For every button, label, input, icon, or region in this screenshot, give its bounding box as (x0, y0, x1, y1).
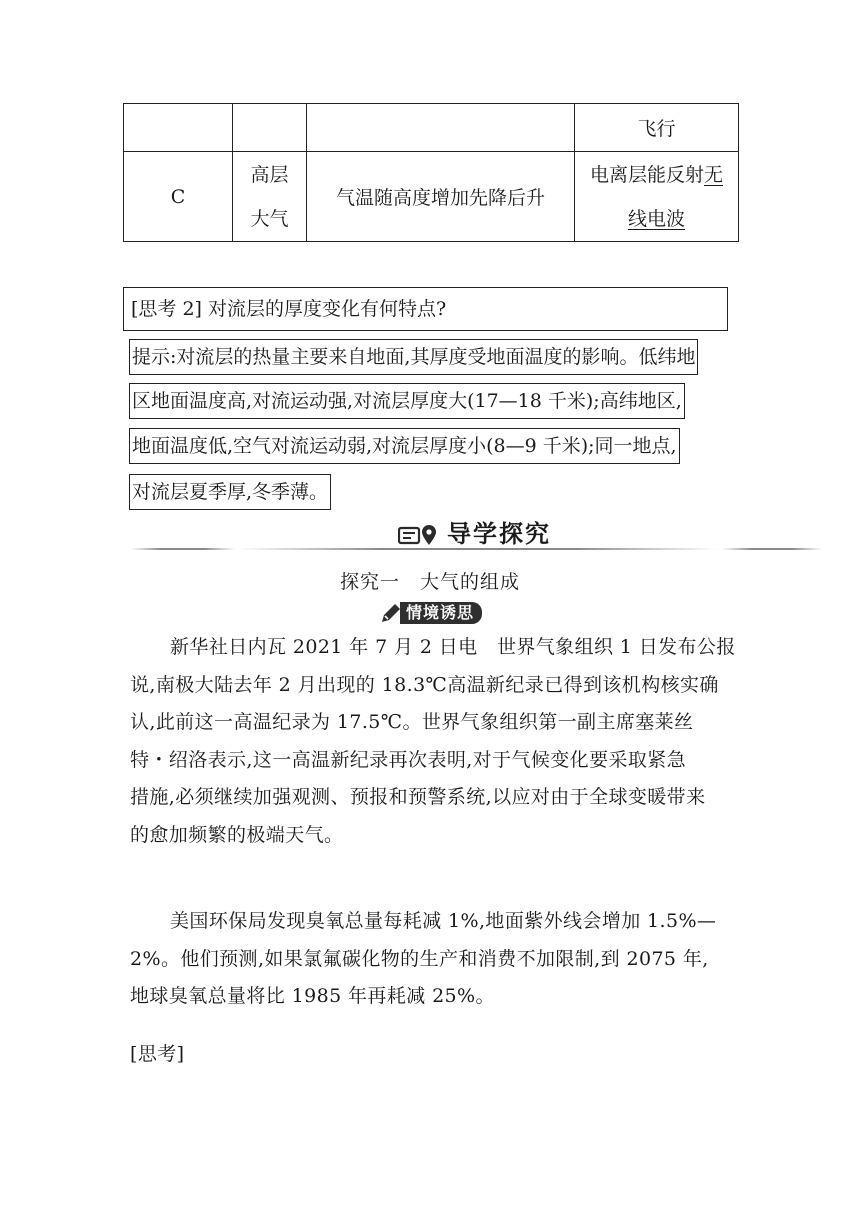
paragraph-line: 说,南极大陆去年 2 月出现的 18.3℃高温新纪录已得到该机构核实确 (130, 673, 719, 696)
section-tag-label: 情境诱思 (400, 602, 482, 624)
feature-underlined-text: 线电波 (627, 207, 685, 230)
think-question-box: [思考 2] 对流层的厚度变化有何特点? (123, 287, 728, 331)
atmosphere-layers-table (123, 103, 739, 242)
layer-code-cell: C (124, 152, 233, 242)
feature-line (575, 153, 738, 197)
paragraph (130, 903, 730, 1016)
layer-name-line: 高层 (250, 163, 289, 186)
hint-line: 提示:对流层的热量主要来自地面,其厚度受地面温度的影响。低纬地 (129, 339, 698, 375)
paragraph-line: 2%。他们预测,如果氯氟碳化物的生产和消费不加限制,到 2075 年, (130, 947, 709, 970)
temperature-cell: 气温随高度增加先降后升 (307, 152, 575, 242)
paragraph-line: 认,此前这一高温纪录为 17.5℃。世界气象组织第一副主席塞莱丝 (130, 711, 694, 733)
paragraph-line: 地球臭氧总量将比 1985 年再耗减 25%。 (130, 985, 495, 1007)
layer-name-line: 大气 (250, 207, 289, 230)
paragraph (130, 629, 736, 854)
table-row (124, 152, 739, 242)
hint-line: 地面温度低,空气对流运动弱,对流层厚度小(8—9 千米);同一地点, (129, 428, 680, 464)
section-tag (380, 601, 482, 625)
hint-line: 区地面温度高,对流运动强,对流层厚度大(17—18 千米);高纬地区, (129, 383, 685, 419)
banner-divider (722, 548, 822, 550)
paragraph-line: 措施,必须继续加强观测、预报和预警系统,以应对由于全球变暖带来 (130, 786, 706, 808)
paragraph-line: 特・绍洛表示,这一高温新纪录再次表明,对于气候变化要采取紧急 (130, 748, 687, 771)
feature-text: 电离层能反射 (589, 163, 704, 186)
paragraph-line: 的愈加频繁的极端天气。 (130, 823, 344, 846)
hint-line: 对流层夏季厚,冬季薄。 (129, 474, 331, 510)
feature-cell (575, 152, 739, 242)
banner-divider (130, 548, 235, 550)
section-title: 探究一 大气的组成 (339, 571, 520, 593)
paragraph-line: 新华社日内瓦 2021 年 7 月 2 日电 世界气象组织 1 日发布公报 (170, 636, 736, 658)
banner-title: 导学探究 (447, 520, 551, 548)
feature-line (575, 197, 738, 241)
pencil-icon (380, 602, 402, 624)
book-pin-icon (398, 524, 440, 546)
table-cell (233, 104, 307, 152)
feature-underlined-text: 无 (704, 163, 724, 186)
table-cell (307, 104, 575, 152)
layer-name-cell (233, 152, 307, 242)
table-row (124, 104, 739, 152)
table-cell (124, 104, 233, 152)
think-label: [思考] (130, 1043, 185, 1065)
table-cell: 飞行 (575, 104, 739, 152)
paragraph-line: 美国环保局发现臭氧总量每耗减 1%,地面紫外线会增加 1.5%— (170, 910, 717, 932)
